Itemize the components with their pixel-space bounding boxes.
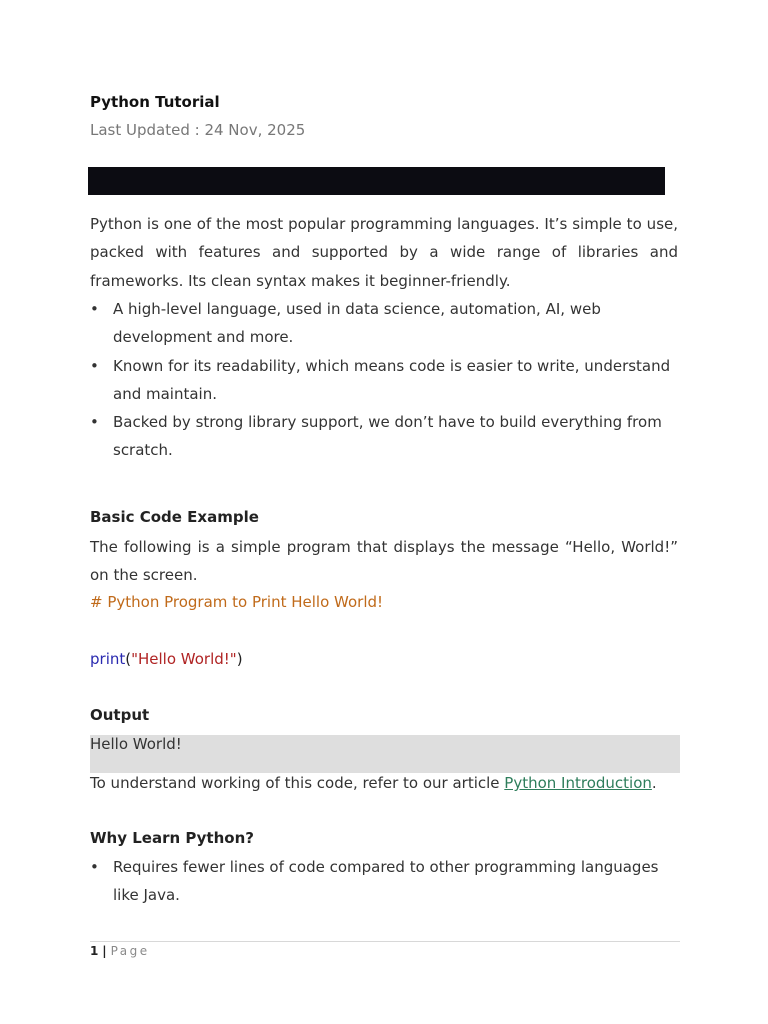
refer-paragraph: To understand working of this code, refer to our article Python Introduction. [90,774,657,792]
banner-bar [88,167,665,195]
document-page [90,0,680,1024]
page-title: Python Tutorial [90,93,220,111]
list-item: • Requires fewer lines of code compared to other programming languages like Java. [90,853,678,910]
list-item: • Backed by strong library support, we don’t have to build everything from scratch. [90,408,678,465]
page-label: Page [110,944,150,958]
code-paren-open: ( [125,650,132,668]
page-number: 1 [90,944,99,958]
code-function: print [90,650,126,668]
basic-code-heading: Basic Code Example [90,508,259,526]
code-string: "Hello World!" [131,650,237,668]
output-heading: Output [90,706,150,724]
list-item: • Known for its readability, which means code is easier to write, understand and maintain. [90,352,678,409]
bullet-icon: • [90,858,99,876]
bullet-icon: • [90,356,99,375]
why-learn-heading: Why Learn Python? [90,829,254,847]
code-comment: # Python Program to Print Hello World! [90,593,384,611]
why-bullet-list [90,853,678,910]
code-paren-close: ) [236,650,243,668]
intro-paragraph: Python is one of the most popular programming languages. It’s simple to use, packed with features and supported by a wide range of libraries and frameworks. Its clean syntax makes it beginner-friendly. [90,215,678,290]
list-item: • A high-level language, used in data science, automation, AI, web development and more. [90,295,678,352]
intro-bullet-list [90,295,678,465]
bullet-icon: • [90,300,99,318]
output-text: Hello World! [90,735,182,753]
footer-divider [90,941,680,942]
code-line [90,650,243,668]
python-introduction-link[interactable]: Python Introduction [504,774,652,792]
output-box [90,735,680,773]
page-footer [90,944,150,958]
bullet-icon: • [90,413,99,432]
basic-code-description: The following is a simple program that displays the message “Hello, World!” on the screen. [90,538,678,585]
last-updated: Last Updated : 24 Nov, 2025 [90,121,306,139]
footer-separator: | [102,944,107,958]
